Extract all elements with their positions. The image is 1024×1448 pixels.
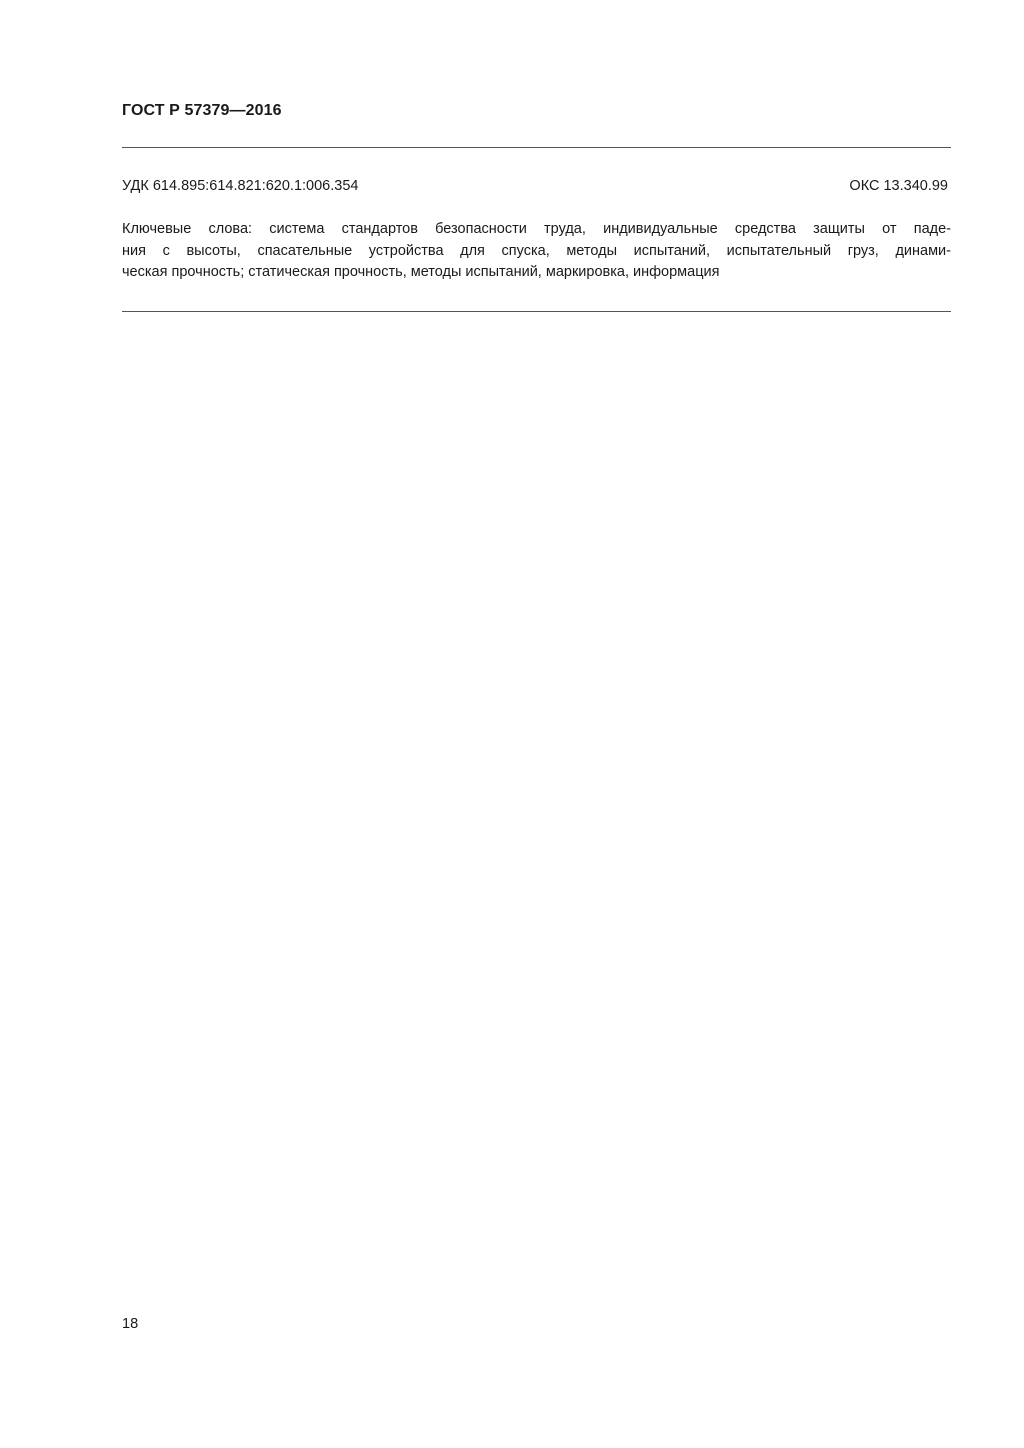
classification-row: [122, 178, 948, 194]
bottom-divider: [122, 311, 951, 312]
oks-code: ОКС 13.340.99: [849, 178, 948, 194]
keywords-paragraph: [122, 219, 951, 284]
top-divider: [122, 147, 951, 148]
udc-code: УДК 614.895:614.821:620.1:006.354: [122, 178, 359, 194]
keywords-line: ческая прочность; статическая прочность, методы испытаний, маркировка, информация: [122, 264, 720, 280]
page-number: 18: [122, 1316, 139, 1332]
keywords-line: Ключевые слова: система стандартов безопасности труда, индивидуальные средства защиты от паде-: [122, 221, 951, 237]
keywords-line: ния с высоты, спасательные устройства для спуска, методы испытаний, испытательный груз, динами-: [122, 242, 951, 259]
standard-code-header: ГОСТ Р 57379—2016: [122, 102, 282, 119]
